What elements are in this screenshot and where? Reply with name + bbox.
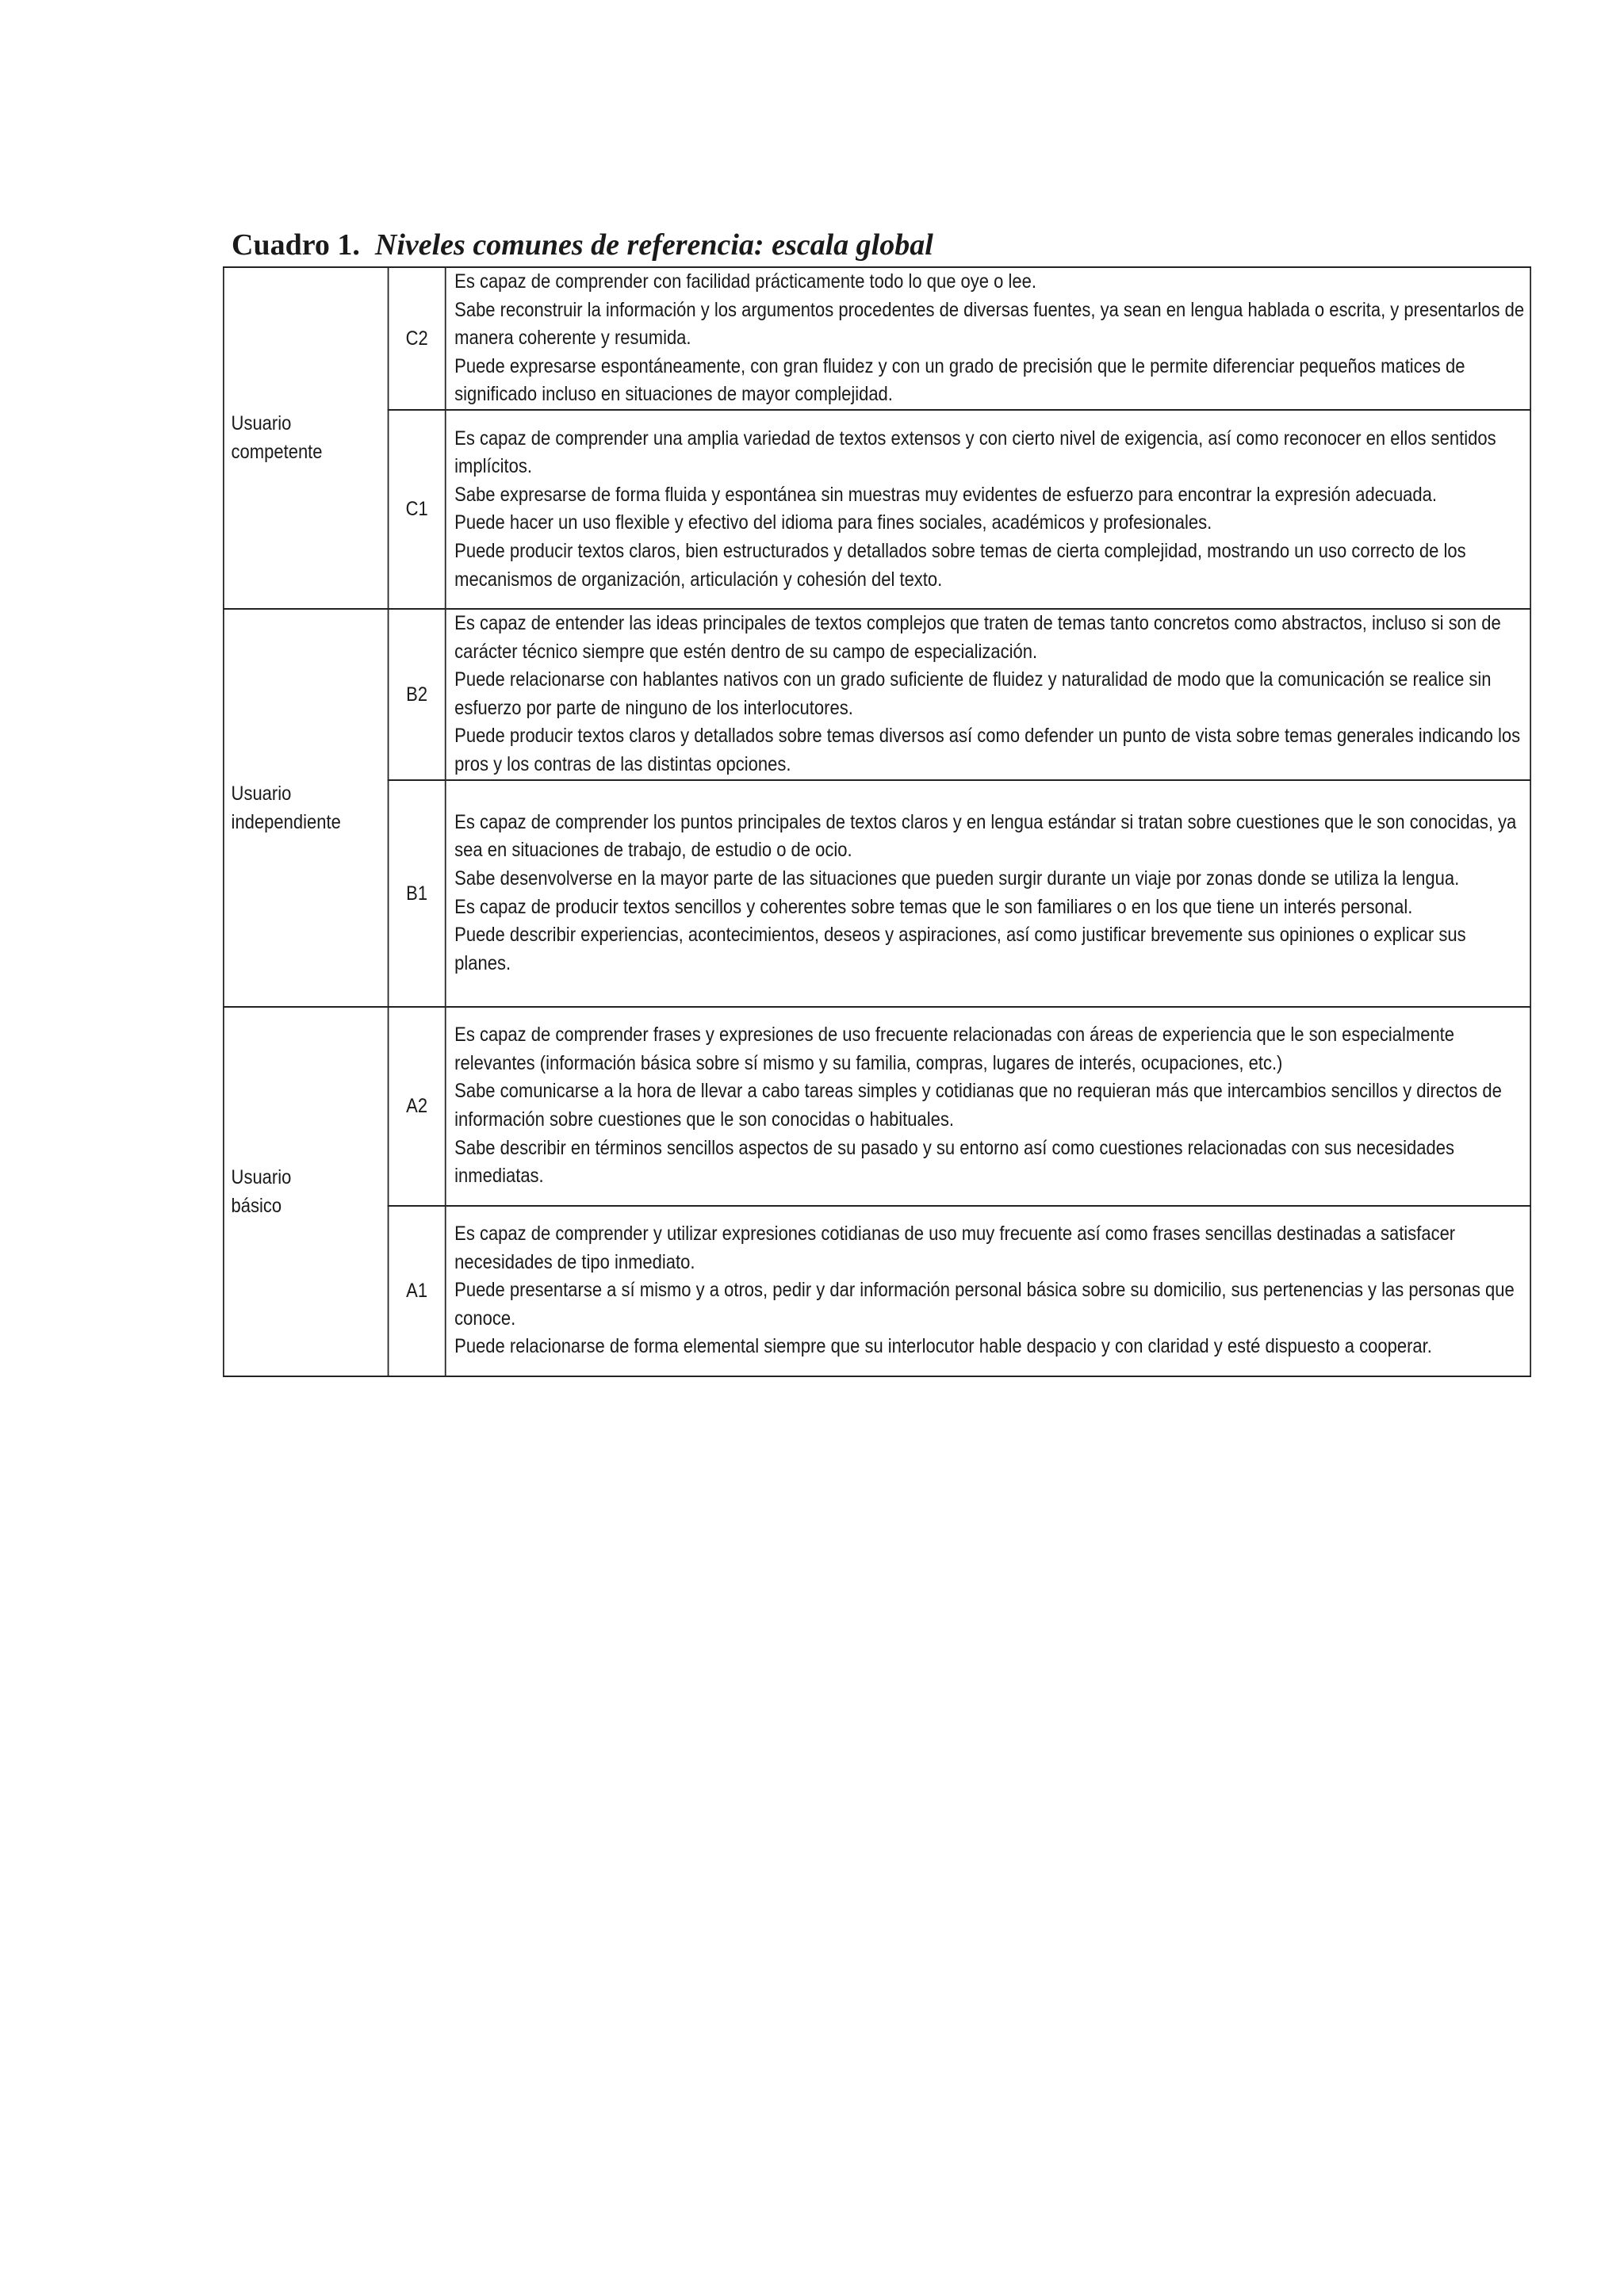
descriptor-line: Puede relacionarse con hablantes nativos con un grado suficiente de fluidez y naturalidad de modo que la comunicación se realice sin esfuerzo por parte de ninguno de los interlocutores. (454, 668, 1492, 719)
descriptor-line: Sabe describir en términos sencillos aspectos de su pasado y su entorno así como cuestiones relacionadas con sus necesidades inmediatas. (454, 1136, 1454, 1188)
descriptor-line: Es capaz de entender las ideas principales de textos complejos que traten de temas tanto concretos como abstractos, incluso si son de carácter técnico siempre que estén dentro de su campo de especialización. (454, 611, 1501, 663)
descriptor-cell-a2 (446, 1007, 1530, 1206)
table-row-b2 (224, 609, 1530, 780)
descriptor-line: Es capaz de producir textos sencillos y coherentes sobre temas que le son familiares o en los que tiene un interés personal. (454, 895, 1413, 918)
descriptor-cell-c2 (446, 267, 1530, 410)
table-caption (232, 227, 933, 263)
descriptor-line: Sabe reconstruir la información y los argumentos procedentes de diversas fuentes, ya sean en lengua hablada o escrita, y presentarlos de manera coherente y resumida. (454, 298, 1525, 350)
level-cell-b1: B1 (389, 780, 446, 1007)
caption-label: Cuadro 1. (232, 228, 360, 262)
level-cell-b2: B2 (389, 609, 446, 780)
descriptor-cell-a1 (446, 1206, 1530, 1376)
table-row-c2 (224, 267, 1530, 410)
group-label: Usuario básico (231, 1165, 292, 1217)
descriptor-line: Puede presentarse a sí mismo y a otros, pedir y dar información personal básica sobre su domicilio, sus pertenencias y las personas que conoce. (454, 1279, 1515, 1330)
level-cell-a1: A1 (389, 1206, 446, 1376)
descriptor-line: Es capaz de comprender frases y expresiones de uso frecuente relacionadas con áreas de experiencia que le son especialmente relevantes (información básica sobre sí mismo y su familia, compras, lugares de interés, ocupaciones, etc.) (454, 1024, 1455, 1074)
descriptor-line: Es capaz de comprender los puntos principales de textos claros y en lengua estándar si tratan sobre cuestiones que le son conocidas, ya sea en situaciones de trabajo, de estudio o de ocio. (454, 810, 1517, 862)
descriptor-line: Es capaz de comprender con facilidad prácticamente todo lo que oye o lee. (454, 270, 1036, 293)
table-row-c1 (224, 410, 1530, 609)
group-cell-competente (224, 267, 389, 609)
table-row-a2 (224, 1007, 1530, 1206)
descriptor-line: Puede relacionarse de forma elemental siempre que su interlocutor hable despacio y con claridad y esté dispuesto a cooperar. (454, 1335, 1432, 1358)
group-cell-independiente (224, 609, 389, 1007)
descriptor-line: Sabe desenvolverse en la mayor parte de las situaciones que pueden surgir durante un viaje por zonas donde se utiliza la lengua. (454, 867, 1460, 890)
descriptor-line: Puede describir experiencias, acontecimientos, deseos y aspiraciones, así como justificar brevemente sus opiniones o explicar sus planes. (454, 924, 1466, 974)
descriptor-line: Puede expresarse espontáneamente, con gran fluidez y con un grado de precisión que le permite diferenciar pequeños matices de significado incluso en situaciones de mayor complejidad. (454, 354, 1465, 406)
group-label: Usuario independiente (231, 782, 341, 833)
descriptor-line: Es capaz de comprender una amplia variedad de textos extensos y con cierto nivel de exigencia, así como reconocer en ellos sentidos implícitos. (454, 427, 1496, 478)
descriptor-cell-c1 (446, 410, 1530, 609)
table-row-a1 (224, 1206, 1530, 1376)
descriptor-line: Puede producir textos claros y detallados sobre temas diversos así como defender un punto de vista sobre temas generales indicando los pros y los contras de las distintas opciones. (454, 725, 1521, 775)
level-cell-a2: A2 (389, 1007, 446, 1206)
descriptor-line: Puede hacer un uso flexible y efectivo del idioma para fines sociales, académicos y profesionales. (454, 511, 1212, 534)
descriptor-line: Puede producir textos claros, bien estructurados y detallados sobre temas de cierta complejidad, mostrando un uso correcto de los mecanismos de organización, articulación y cohesión del texto. (454, 540, 1466, 591)
descriptor-cell-b2 (446, 609, 1530, 780)
reference-levels-table (223, 266, 1531, 1377)
level-cell-c2: C2 (389, 267, 446, 410)
group-label: Usuario competente (231, 412, 323, 464)
table-row-b1 (224, 780, 1530, 1007)
caption-title: Niveles comunes de referencia: escala global (374, 228, 933, 262)
group-cell-basico (224, 1007, 389, 1376)
descriptor-line: Sabe expresarse de forma fluida y espontánea sin muestras muy evidentes de esfuerzo para encontrar la expresión adecuada. (454, 483, 1438, 506)
descriptor-cell-b1 (446, 780, 1530, 1007)
descriptor-line: Es capaz de comprender y utilizar expresiones cotidianas de uso muy frecuente así como frases sencillas destinadas a satisfacer necesidades de tipo inmediato. (454, 1223, 1456, 1273)
descriptor-line: Sabe comunicarse a la hora de llevar a cabo tareas simples y cotidianas que no requieran más que intercambios sencillos y directos de información sobre cuestiones que le son conocidas o habituales. (454, 1080, 1502, 1131)
level-cell-c1: C1 (389, 410, 446, 609)
